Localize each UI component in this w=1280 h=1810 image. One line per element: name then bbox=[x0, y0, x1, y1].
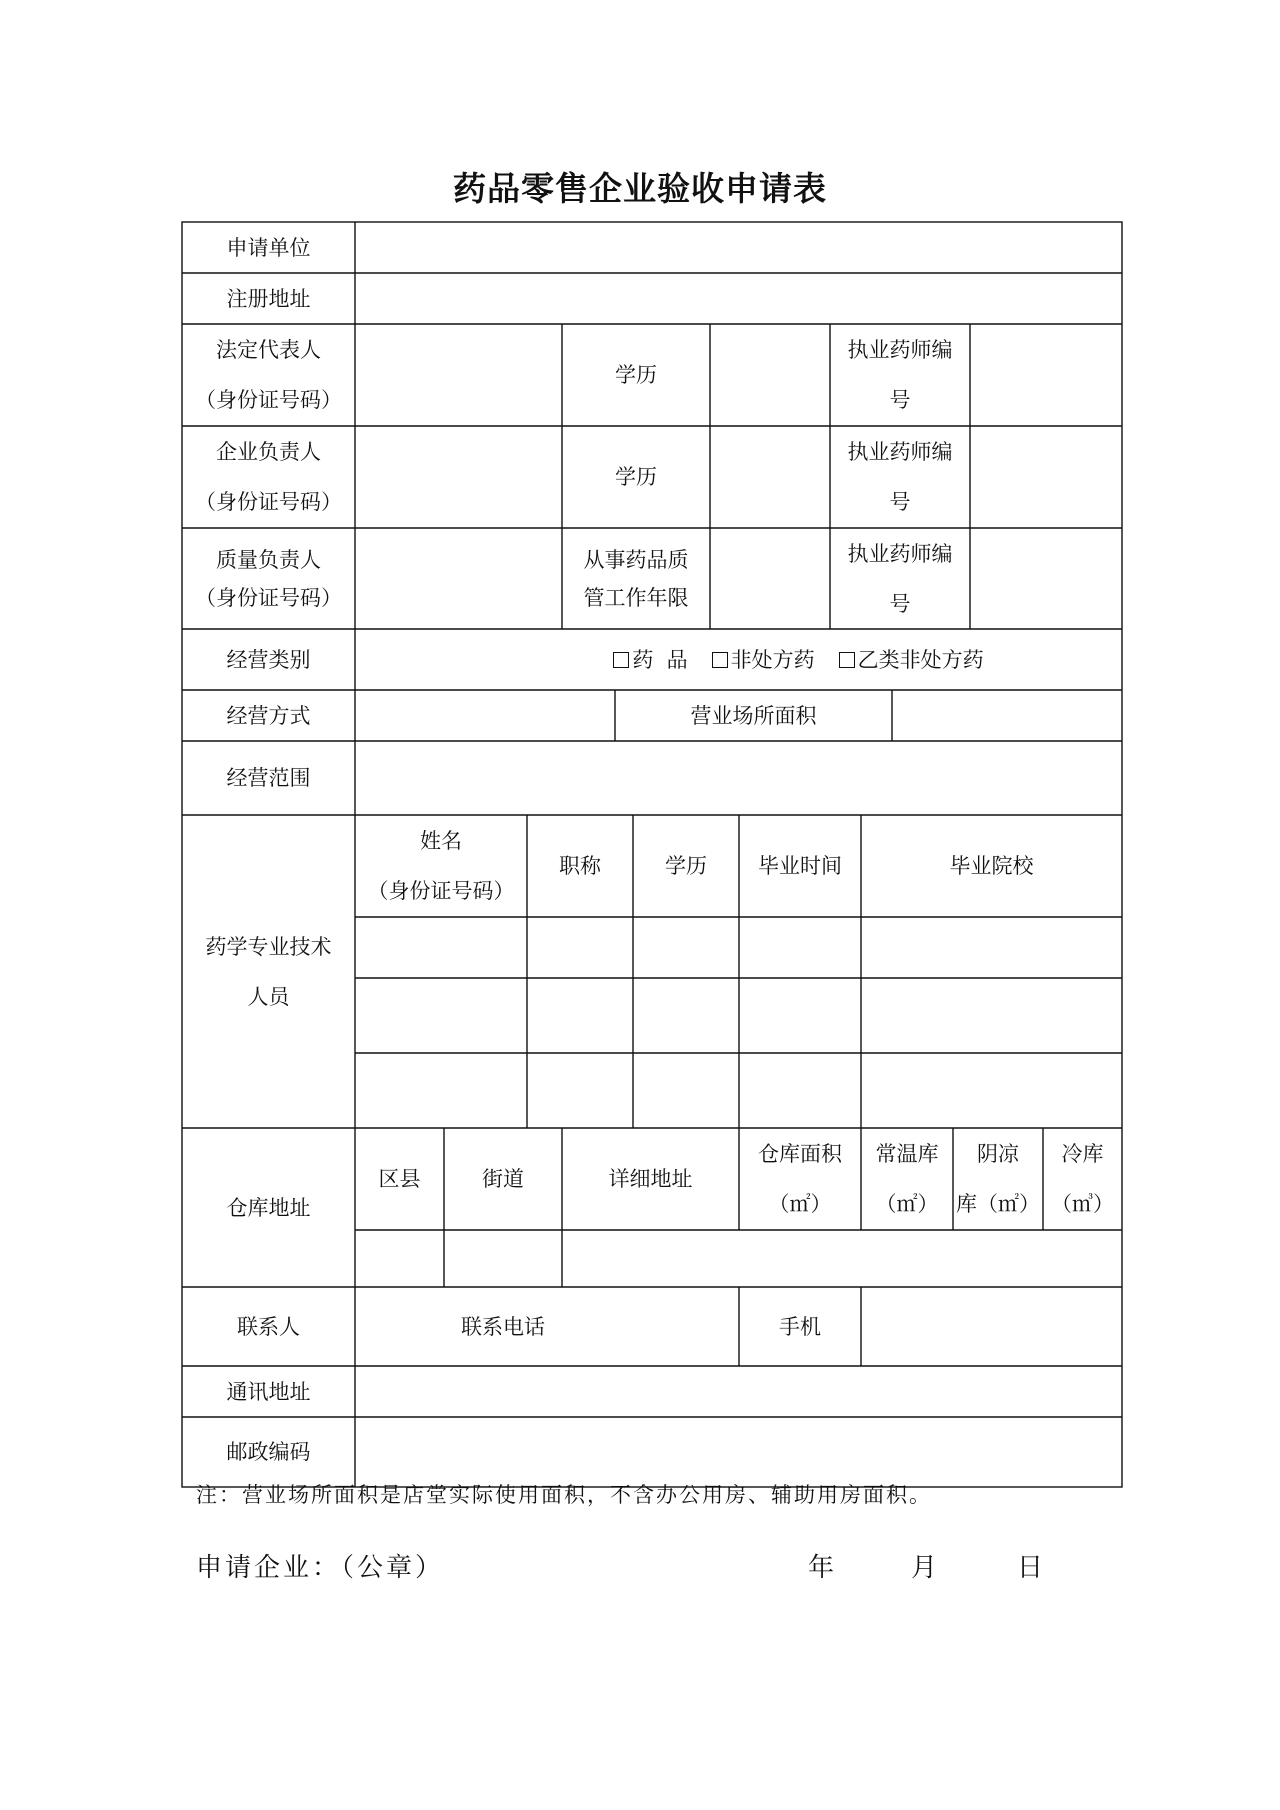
staff-title-header: 职称 bbox=[559, 854, 601, 878]
applicant-unit-label: 申请单位 bbox=[226, 235, 311, 260]
business-area-field[interactable] bbox=[892, 690, 1122, 741]
enterprise-head-field[interactable] bbox=[355, 426, 562, 528]
applicant-seal-label: 申请企业：（公章） bbox=[196, 1553, 445, 1583]
contact-person-field[interactable] bbox=[355, 1287, 444, 1366]
legal-rep-pharmacist-label: 执业药师编 号 bbox=[847, 338, 953, 412]
enterprise-head-education-label: 学历 bbox=[615, 465, 657, 489]
staff-education-header: 学历 bbox=[665, 854, 707, 878]
registered-address-label: 注册地址 bbox=[226, 286, 311, 311]
legal-rep-field[interactable] bbox=[355, 324, 562, 426]
checkbox-icon[interactable] bbox=[613, 652, 629, 668]
warehouse-district-header: 区县 bbox=[378, 1167, 421, 1191]
staff-name-header: 姓名 （身份证号码） bbox=[367, 829, 515, 903]
enterprise-head-label: 企业负责人 （身份证号码） bbox=[195, 440, 342, 514]
checkbox-icon[interactable] bbox=[839, 652, 855, 668]
category-option-class-b-otc[interactable]: 乙类非处方药 bbox=[839, 635, 984, 685]
business-scope-label: 经营范围 bbox=[226, 766, 311, 790]
quality-years-label: 从事药品质 管工作年限 bbox=[583, 547, 689, 610]
quality-head-pharmacist-label: 执业药师编 号 bbox=[847, 541, 953, 616]
business-scope-field[interactable] bbox=[355, 741, 1122, 815]
staff-school-header: 毕业院校 bbox=[949, 854, 1034, 878]
contact-person-label: 联系人 bbox=[237, 1314, 300, 1339]
enterprise-head-pharmacist-label: 执业药师编 号 bbox=[847, 440, 953, 514]
quality-years-field[interactable] bbox=[710, 528, 830, 629]
warehouse-data-row[interactable] bbox=[355, 1230, 1122, 1287]
warehouse-normal-header: 常温库 （㎡） bbox=[875, 1142, 939, 1216]
legal-rep-label: 法定代表人 （身份证号码） bbox=[195, 338, 342, 412]
quality-head-label: 质量负责人 （身份证号码） bbox=[195, 547, 342, 610]
checkbox-icon[interactable] bbox=[712, 652, 728, 668]
enterprise-head-pharmacist-field[interactable] bbox=[970, 426, 1122, 528]
footnote: 注：营业场所面积是店堂实际使用面积，不含办公用房、辅助用房面积。 bbox=[196, 1483, 932, 1507]
date-day-label: 日 bbox=[1017, 1553, 1047, 1583]
legal-rep-pharmacist-field[interactable] bbox=[970, 324, 1122, 426]
mailing-address-label: 通讯地址 bbox=[226, 1379, 311, 1404]
category-option-otc[interactable]: 非处方药 bbox=[712, 635, 815, 685]
staff-grad-time-header: 毕业时间 bbox=[758, 854, 842, 878]
quality-head-field[interactable] bbox=[355, 528, 562, 629]
quality-head-pharmacist-field[interactable] bbox=[970, 528, 1122, 629]
mobile-field[interactable] bbox=[861, 1287, 1122, 1366]
warehouse-area-header: 仓库面积 （㎡） bbox=[758, 1142, 842, 1216]
registered-address-field[interactable] bbox=[355, 273, 1122, 324]
legal-rep-education-label: 学历 bbox=[615, 363, 657, 387]
date-year-label: 年 bbox=[808, 1553, 838, 1583]
warehouse-cool-header: 阴凉 库（㎡） bbox=[956, 1142, 1040, 1216]
date-month-label: 月 bbox=[911, 1553, 941, 1583]
staff-data-rows[interactable] bbox=[355, 917, 1122, 1128]
warehouse-detail-header: 详细地址 bbox=[608, 1167, 693, 1191]
postal-code-label: 邮政编码 bbox=[226, 1440, 311, 1464]
page-title: 药品零售企业验收申请表 bbox=[453, 169, 827, 208]
contact-phone-label: 联系电话 bbox=[461, 1314, 545, 1339]
business-mode-label: 经营方式 bbox=[226, 703, 311, 728]
enterprise-head-education-field[interactable] bbox=[710, 426, 830, 528]
warehouse-street-header: 街道 bbox=[482, 1167, 524, 1191]
warehouse-cold-header: 冷库 （㎥） bbox=[1051, 1142, 1114, 1216]
pharma-staff-label: 药学专业技术 人员 bbox=[205, 934, 332, 1009]
business-mode-field[interactable] bbox=[355, 690, 615, 741]
warehouse-address-label: 仓库地址 bbox=[226, 1195, 311, 1220]
legal-rep-education-field[interactable] bbox=[710, 324, 830, 426]
mailing-address-field[interactable] bbox=[355, 1366, 1122, 1417]
mobile-label: 手机 bbox=[779, 1314, 821, 1339]
business-category-label: 经营类别 bbox=[226, 647, 311, 672]
postal-code-field[interactable] bbox=[355, 1417, 1122, 1487]
business-category-options bbox=[355, 629, 1122, 690]
contact-phone-field[interactable] bbox=[562, 1287, 739, 1366]
category-option-drug[interactable]: 药 品 bbox=[613, 635, 687, 685]
applicant-unit-field[interactable] bbox=[355, 222, 1122, 273]
business-area-label: 营业场所面积 bbox=[690, 703, 817, 728]
